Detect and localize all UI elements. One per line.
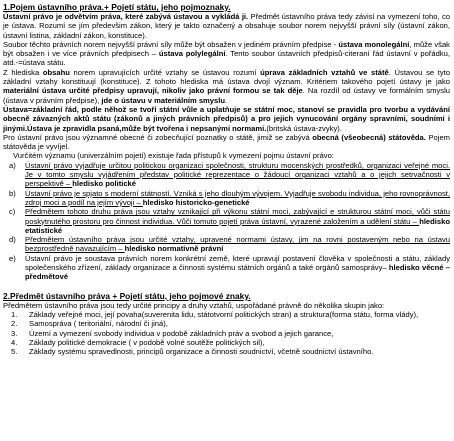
term-uprava: úprava základních vztahů ve státě: [260, 67, 389, 77]
approach-term: hledisko historicko-genetické: [142, 197, 250, 207]
approach-item: [9, 188, 450, 208]
approach-item: [9, 207, 450, 235]
term-polylegal: ústava polylegální: [158, 49, 226, 59]
approach-label: a): [9, 160, 16, 170]
approach-term: hledisko normativně právní: [124, 244, 224, 254]
approach-item: [9, 235, 450, 254]
subject-text: Samospráva ( teritoriální, národní či jiná),: [29, 319, 168, 329]
p3-h: určité předpisy upravují, nikoliv jako právní formou se tak děje: [68, 86, 303, 96]
p5-a: Pro ústavní právo jsou významné obecné či zobecňující poznatky o státě, jimiž se zabývá: [3, 132, 313, 142]
approach-term: hledisko politické: [72, 179, 137, 189]
paragraph-1: [3, 12, 450, 40]
paragraph-1-text: Předmět ústavního práva tedy závisí na vymezení toho, co je ústava. Rozumí se jím předevšim zákon, který je takto označený a obsahuje soubor norem nejvyšší právní síly (ústavní zákon, ústavní listina, základní zákon, konstituce).: [3, 12, 450, 40]
approach-text: Předmětem ústavního práva jsou určité vztahy, upravené normami ústavy, jim na rovni postaveným nebo na ústavu bezprostředně navazujícím –: [25, 235, 450, 254]
subject-text: Území a vymezení svobody individua v podobě základních práv a svobod a jejich garance,: [29, 328, 334, 338]
approaches-list: [3, 161, 450, 282]
approach-label: b): [9, 188, 16, 198]
p3-k: .: [225, 95, 228, 105]
ustava-definition: Ústava=základní řád, podle něhož se tvoří státní vůle a uplatňuje se státní moc, stanoví se pravidla pro tvorbu a vydávání obecně závazných aktů státu (zákonů a jiných právních předpisů) a pro jejich vynucování orgány spravními, soudními i jinými.Ústava je zpravidla psaná,může být tvořena i nepsanými normami.: [3, 104, 450, 133]
subject-text: Základy politické demokracie ( v podobě volné soutěže politických sil),: [29, 337, 265, 347]
term-monolegal: ústava monolegální: [338, 39, 410, 49]
approach-text: Ústavní právo je soustava právních norem konkrétní země, které upravují postavení člověka v společnosti a státu, základy společenského zřízení, základy organizace a činnosti systému státních orgánů a také orgánů samosprávy–: [25, 253, 450, 273]
paragraph-5: [3, 133, 450, 152]
subject-label: 1.: [11, 309, 18, 319]
p2-a: Soubor těchto právních norem nejvyšší právní síly může být obsažen v jediném právním předpise -: [3, 39, 339, 49]
p3-e: . Ústavou se tyto základní vztahy konstituují (konstituce). Z tohoto hlediska má ústava dvojí význam. Kritériem takového pojetí ústavy je jako: [3, 67, 451, 87]
term-material: materiální ústava: [3, 86, 66, 96]
section-2-intro: Předmětem ústavního práva jsou tedy určité principy a druhy vztahů, uspořádané právně do několika skupin jako:: [3, 300, 385, 310]
paragraph-6: [3, 151, 450, 160]
paragraph-4: [3, 105, 450, 133]
subject-text: Základy systému spravedlnosti, principů organizace a činnosti soudnictví, včetně soudnictví ústavního.: [29, 347, 374, 357]
approach-term: hledisko etatistické: [25, 216, 450, 235]
approach-label: c): [9, 207, 16, 217]
subject-item: [11, 309, 450, 319]
subject-label: 3.: [11, 328, 18, 338]
subject-item: [11, 328, 450, 338]
term-obsah: obsahu: [42, 67, 70, 77]
p3-j: jde o ústavu v materiálním smyslu: [101, 95, 225, 105]
p4-tail: (britská ústava-zvyky).: [266, 123, 342, 133]
subject-item: [11, 337, 450, 347]
p5-c: Pojem státověda je vyvíjel.: [3, 132, 450, 152]
approach-item: [9, 160, 450, 189]
p3-a: Z hlediska: [3, 67, 43, 77]
approach-text: Ústavní právo vyjadřuje určitou politickou organizaci společnosti, strukturu mocenských prostředků, organizaci veřejné moci. Je v tomto smyslu vyjádřením představ politické reprezentace o žádoucí organizaci vztahů a o jejich setrvačnosti v perspektivě –: [25, 160, 450, 189]
subject-label: 2.: [11, 319, 18, 329]
paragraph-3: [3, 68, 450, 105]
approach-term: hledisko věcné – předmětové: [25, 263, 450, 282]
approach-text: Ústavní právo je spjato s moderní státností. Vzniká s jeho dlouhým vývojem. Vyjadřuje svobodu individua, jeho rovnoprávnost, zdroj moci a podíl na jejím vývoji –: [25, 188, 450, 207]
approach-label: d): [9, 235, 16, 245]
p6-text: Vurčitém významu (univerzálním pojetí) existuje řada přístupů k vymezení pojmu ústavní právo:: [13, 151, 334, 161]
subject-item: [11, 319, 450, 329]
term-statoveda: obecná (všeobecná) státověda.: [312, 132, 426, 142]
subject-label: 5.: [11, 347, 18, 357]
section-2-title: 2.Předmět ústavního práva + Pojetí státu, jeho pojmové znaky.: [3, 290, 251, 301]
section-1-title: 1.Pojem ústavního práva.+ Pojetí státu, jeho pojmoznaky.: [3, 2, 231, 12]
subject-item: [11, 347, 450, 357]
p3-c: norem upravujících určité vztahy se ústavou rozumí: [69, 67, 261, 77]
definition-bold: Ústavní právo je odvětvím práva, které zabývá ústavou a vykládá ji.: [3, 12, 249, 21]
approach-item: [9, 253, 450, 282]
approach-label: e): [9, 253, 16, 263]
paragraph-2: [3, 40, 450, 68]
approach-text: Předmětem tohoto druhu práva jsou vztahy vznikající při výkonu státní moci, zabývající e strukturou státní moci, vůči státu poskytnutého prostoru pro činnost individua. Vůči tomuto pojetí práva ústavní, vyrazené založením a udělení státu –: [25, 207, 450, 226]
p3-i: . Na rozdíl od ústavy ve formálním smyslu (ústava v právním předpise),: [3, 86, 451, 105]
subject-text: Základy veřejné moci, její povaha(suverenita lidu, státotvorní politických stran) a struktura(forma státu, forma vlády),: [29, 309, 419, 319]
subject-list: [3, 310, 450, 356]
p2-c: , může však být obsažen i ve více právních předpisech –: [3, 39, 450, 59]
subject-label: 4.: [11, 337, 18, 347]
p2-e: . Tento soubor ústavních předpisů-citeraní řád ústavní v pořádku, atd.-=ústava státu.: [3, 49, 450, 68]
